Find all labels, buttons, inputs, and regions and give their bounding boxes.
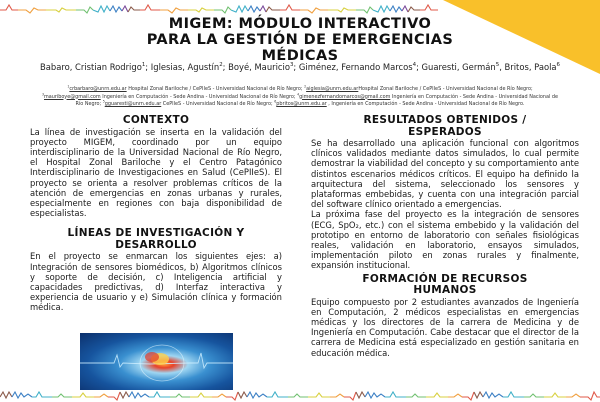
affil-2-text: Hospital Zonal Bariloche / CePIIeS - Universidad Nacional de Río Negro; xyxy=(358,86,533,92)
contexto-heading: CONTEXTO xyxy=(122,114,190,126)
affil-1-text: Hospital Zonal Bariloche / CePIIeS - Universidad Nacional de Río Negro; xyxy=(126,86,305,92)
affil-1-email-link[interactable]: crbarbaro@unrn.edu.ar xyxy=(69,86,127,92)
resultados-body-2: La próxima fase del proyecto es la integración de sensores (ECG, SpO₂, etc.) con el sistema embebido y la validación del prototipo en entorno de laboratorio con señales fisiológicas reales, validación en laboratorio, ensayos simulados, implementación piloto en zonas rurales y finalmente, expansión institucional. xyxy=(311,209,579,271)
affil-4-sup: 4 xyxy=(297,91,300,96)
affil-4-text: Ingeniería en Computación - Sede Andina - Universidad Nacional de Río Negro; xyxy=(75,93,559,107)
affil-5-email-link[interactable]: gguaresti@unrn.edu.ar xyxy=(104,101,162,107)
heart-ecg-image xyxy=(80,333,233,390)
author-sep: ; xyxy=(293,62,299,72)
title-line-1: MIGEM: MÓDULO INTERACTIVO xyxy=(168,16,432,32)
author-1-sup: 1 xyxy=(141,62,146,69)
left-column xyxy=(30,115,282,313)
affil-2-email-link[interactable]: aiglesia@unrn.edu.ar xyxy=(306,86,359,92)
author-sep: ; xyxy=(145,62,151,72)
affil-6-sup: 6 xyxy=(274,99,277,104)
resultados-heading-line-1: RESULTADOS OBTENIDOS / xyxy=(363,114,527,126)
affil-5-sup: 5 xyxy=(102,99,105,104)
affiliations xyxy=(40,86,560,109)
author-sep: , xyxy=(499,62,505,72)
affil-3-sup: 3 xyxy=(41,91,44,96)
author-3-sup: 3 xyxy=(289,62,294,69)
affil-5-text: CePIIeS - Universidad Nacional de Río Negro; xyxy=(161,101,275,107)
contexto-body: La línea de investigación se inserta en la validación del proyecto MIGEM, coordinado por un equipo interdisciplinario de la Universidad Nacional de Río Negro, el Hospital Zonal Bariloche y el Centro Patagónico Interdisciplinario de Investigaciones en Salud (CePIIeS). El proyecto se orienta a resolver problemas críticos de la atención de emergencias en zonas urbanas y rurales, especialmente en regiones con baja disponibilidad de especialistas. xyxy=(30,126,282,219)
author-4: Giménez, Fernando Marcos xyxy=(298,62,413,72)
title-line-3: MÉDICAS xyxy=(261,48,339,64)
resultados-heading xyxy=(311,115,579,138)
resultados-body-1: Se ha desarrollado una aplicación funcional con algoritmos clínicos validados mediante datos simulados, lo cual permite demostrar la viabilidad del concepto y su comportamiento ante distintos escenarios médicos críticos. El equipo ha definido la arquitectura del sistema, seleccionado los sensores y plataformas embebidas, y cuenta con una integración parcial del software clínico orientado a emergencias. xyxy=(311,138,579,210)
affil-3-text: Ingeniería en Computación - Sede Andina - Universidad Nacional de Río Negro; xyxy=(100,93,298,100)
formacion-heading-line-1: FORMACIÓN DE RECURSOS xyxy=(362,272,528,285)
ecg-line-top-decoration xyxy=(0,2,600,16)
author-2: Iglesias, Agustín xyxy=(150,62,220,72)
lineas-heading-line-2: DESARROLLO xyxy=(115,238,197,251)
author-6-sup: 6 xyxy=(556,62,560,69)
author-5-sup: 5 xyxy=(495,62,500,69)
affil-6-email-link[interactable]: pbritos@unrn.edu.ar xyxy=(276,101,327,107)
author-1: Babaro, Cristian Rodrigo xyxy=(40,62,142,72)
author-4-sup: 4 xyxy=(412,62,417,69)
poster-title xyxy=(60,16,540,64)
author-5: Guaresti, Germán xyxy=(421,62,496,72)
author-6: Britos, Paola xyxy=(504,62,557,72)
right-column xyxy=(311,115,579,358)
affil-6-text: , Ingeniería en Computación - Sede Andina - Universidad Nacional de Río Negro. xyxy=(326,101,525,107)
author-2-sup: 2 xyxy=(219,62,223,69)
author-sep: ; xyxy=(222,62,229,72)
lineas-heading xyxy=(30,228,282,251)
lineas-heading-line-1: LÍNEAS DE INVESTIGACIÓN Y xyxy=(67,227,245,240)
affil-1-sup: 1 xyxy=(67,84,70,89)
resultados-heading-line-2: ESPERADOS xyxy=(408,125,482,138)
lineas-body: En el proyecto se enmarcan los siguientes ejes: a) Integración de sensores biomédicos, b) Algoritmos clínicos y soporte de decisión, c) Inteligencia artificial y capacidades predictivas, d) Interfaz interactiva y experiencia de usuario y e) Simulación clínica y formación médica. xyxy=(30,251,282,313)
title-line-2: PARA LA GESTIÓN DE EMERGENCIAS xyxy=(146,32,454,48)
formacion-heading-line-2: HUMANOS xyxy=(413,284,477,297)
section-contexto xyxy=(30,115,282,218)
affil-2-sup: 2 xyxy=(304,84,307,89)
formacion-body: Equipo compuesto por 2 estudiantes avanzados de Ingeniería en Computación, 2 médicos especialistas en emergencias médicas y los directores de la carrera de Medicina y de Ingeniería en Computación. Cabe destacar que el director de la carrera de Medicina está especializado en gestión sanitaria en educación médica. xyxy=(311,296,579,358)
affil-4-email-link[interactable]: gimenezfernandomarcos@gmail.com xyxy=(299,93,391,100)
formacion-heading xyxy=(311,274,579,297)
author-list xyxy=(20,62,580,73)
affil-3-email-link[interactable]: mauriboye@gmail.com xyxy=(43,93,101,100)
author-sep: ; xyxy=(416,62,422,72)
section-lineas xyxy=(30,228,282,312)
section-resultados xyxy=(311,115,579,271)
section-formacion xyxy=(311,274,579,358)
author-3: Boyé, Mauricio xyxy=(228,62,290,72)
